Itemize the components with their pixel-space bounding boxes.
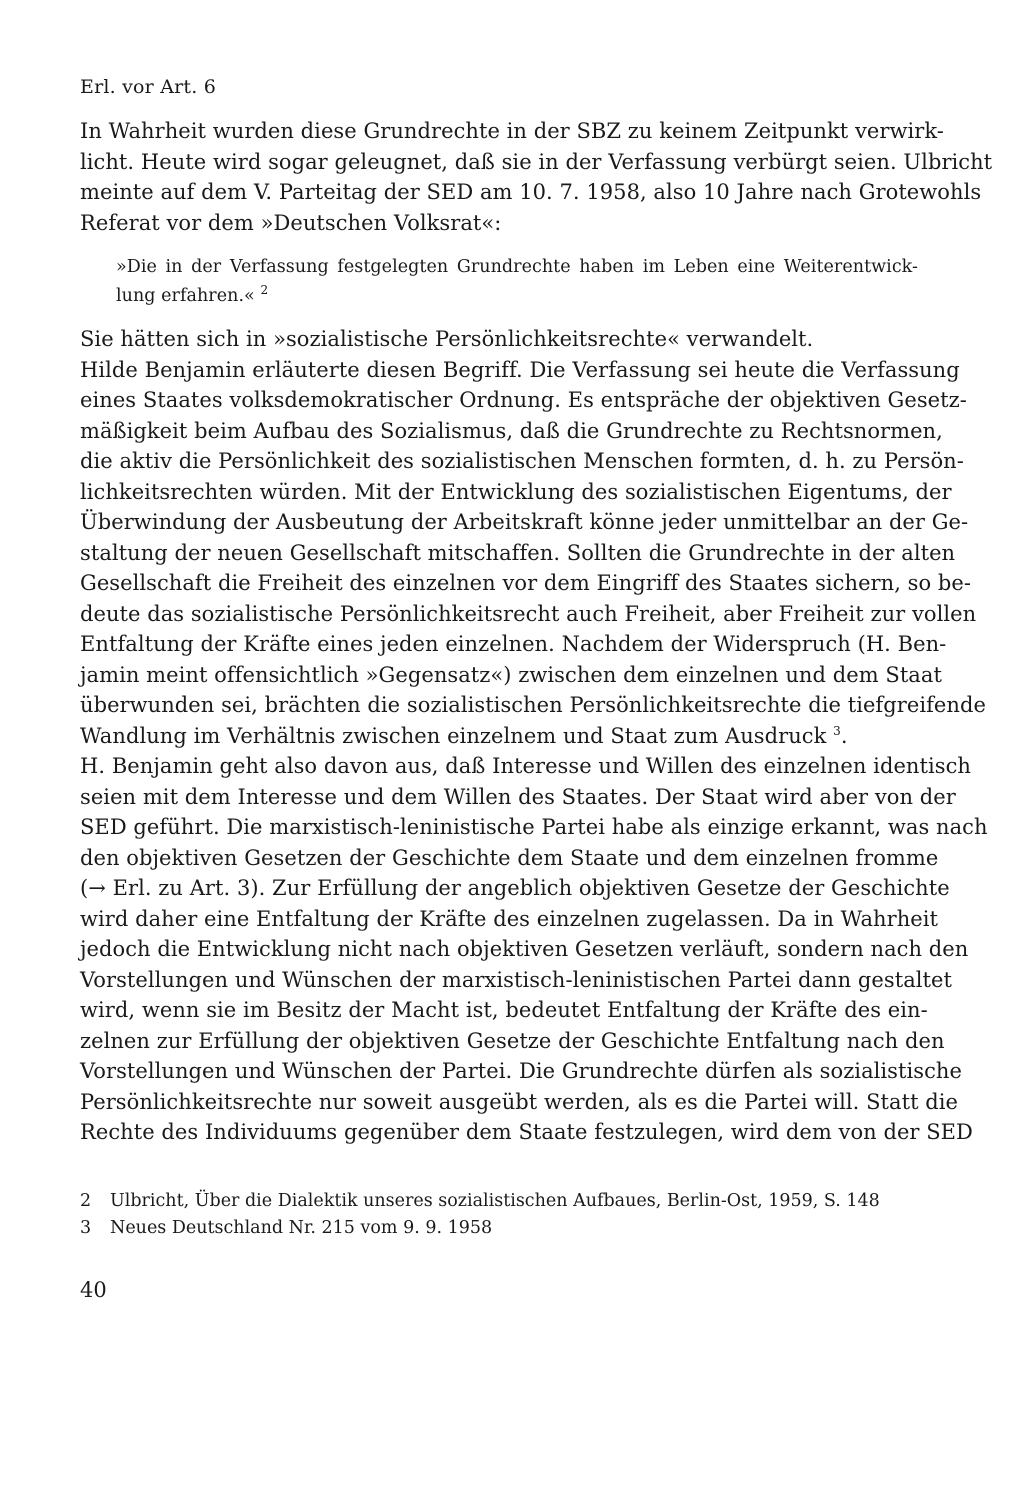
text-line: jedoch die Entwicklung nicht nach objektiven Gesetzen verläuft, sondern nach den [80,937,969,961]
footnote-ref: 2 [260,283,269,298]
footnote [80,1188,918,1215]
quote-text: lung erfahren.« [116,286,255,306]
text-line: Vorstellungen und Wünschen der marxistisch-leninistischen Partei dann gestaltet [80,967,952,992]
footnote-ref: 3 [833,723,841,738]
text-line: Gesellschaft die Freiheit des einzelnen vor dem Eingriff des Staates sichern, so be- [80,571,972,595]
text-line: lichkeitsrechten würden. Mit der Entwicklung des sozialistischen Eigentums, der [80,479,952,504]
text-line: wird daher eine Entfaltung der Kräfte des einzelnen zugelassen. Da in Wahrheit [80,906,939,931]
text-line: wird, wenn sie im Besitz der Macht ist, bedeutet Entfaltung der Kräfte des ein- [80,998,928,1022]
text-segment: Wandlung im Verhältnis zwischen einzelnem und Staat zum Ausdruck [80,723,827,748]
text-line: Referat vor dem »Deutschen Volksrat«: [80,210,502,235]
text-line: zelnen zur Erfüllung der objektiven Gesetze der Geschichte Entfaltung nach den [80,1028,945,1053]
footnotes [80,1188,918,1242]
text-line: eines Staates volksdemokratischer Ordnung. Es entspräche der objektiven Gesetz- [80,388,967,412]
text-line: In Wahrheit wurden diese Grundrechte in der SBZ zu keinem Zeitpunkt verwirk- [80,119,944,143]
text-line: Entfaltung der Kräfte eines jeden einzelnen. Nachdem der Widerspruch (H. Ben- [80,632,947,656]
paragraph-1 [80,116,993,238]
text-line: Hilde Benjamin erläuterte diesen Begriff. Die Verfassung sei heute die Verfassung [80,357,960,382]
text-line: Sie hätten sich in »sozialistische Persönlichkeitsrechte« verwandelt. [80,327,814,351]
text-line: seien mit dem Interesse und dem Willen des Staates. Der Staat wird aber von der [80,784,956,809]
block-quote [116,253,918,311]
quote-line: »Die in der Verfassung festgelegten Grundrechte haben im Leben eine Weiterentwick- [116,257,918,277]
text-line: Vorstellungen und Wünschen der Partei. Die Grundrechte dürfen als sozialistische [80,1059,962,1083]
text-line: Persönlichkeitsrechte nur soweit ausgeübt werden, als es die Partei will. Statt die [80,1089,959,1114]
text-line: meinte auf dem V. Parteitag der SED am 10. 7. 1958, also 10 Jahre nach Grotewohls [80,180,982,204]
footnote [80,1215,918,1242]
text-line: H. Benjamin geht also davon aus, daß Interesse und Willen des einzelnen identisch [80,754,971,778]
text-line: die aktiv die Persönlichkeit des sozialistischen Menschen formten, d. h. zu Persön- [80,449,964,473]
text-line: mäßigkeit beim Aufbau des Sozialismus, daß die Grundrechte zu Rechtsnormen, [80,418,943,443]
page-number: 40 [80,1278,107,1302]
footnote-number: 2 [80,1191,92,1211]
paragraph-2 [80,324,988,1148]
text-segment: . [840,723,848,748]
text-line: deute das sozialistische Persönlichkeitsrecht auch Freiheit, aber Freiheit zur vollen [80,601,977,626]
text-line: SED geführt. Die marxistisch-leninistische Partei habe als einzige erkannt, was nach [80,815,988,839]
footnote-text: Neues Deutschland Nr. 215 vom 9. 9. 1958 [110,1218,493,1238]
text-line: licht. Heute wird sogar geleugnet, daß sie in der Verfassung verbürgt seien. Ulbricht [80,149,993,174]
text-line: jamin meint offensichtlich »Gegensatz«) zwischen dem einzelnen und dem Staat [80,662,942,687]
running-header: Erl. vor Art. 6 [80,76,217,98]
text-line: überwunden sei, brächten die sozialistischen Persönlichkeitsrechte die tiefgreifende [80,693,986,717]
text-line: Überwindung der Ausbeutung der Arbeitskraft könne jeder unmittelbar an der Ge- [80,510,969,534]
text-line: den objektiven Gesetzen der Geschichte dem Staate und dem einzelnen fromme [80,845,939,870]
text-line: Rechte des Individuums gegenüber dem Staate festzulegen, wird dem von der SED [80,1120,973,1144]
quote-line [116,282,918,311]
footnote-number: 3 [80,1218,92,1238]
text-line: (→ Erl. zu Art. 3). Zur Erfüllung der angeblich objektiven Gesetze der Geschichte [80,876,950,900]
footnote-text: Ulbricht, Über die Dialektik unseres sozialistischen Aufbaues, Berlin-Ost, 1959, S. 148 [110,1191,880,1211]
text-line [80,721,918,752]
text-line: staltung der neuen Gesellschaft mitschaffen. Sollten die Grundrechte in der alten [80,540,956,565]
